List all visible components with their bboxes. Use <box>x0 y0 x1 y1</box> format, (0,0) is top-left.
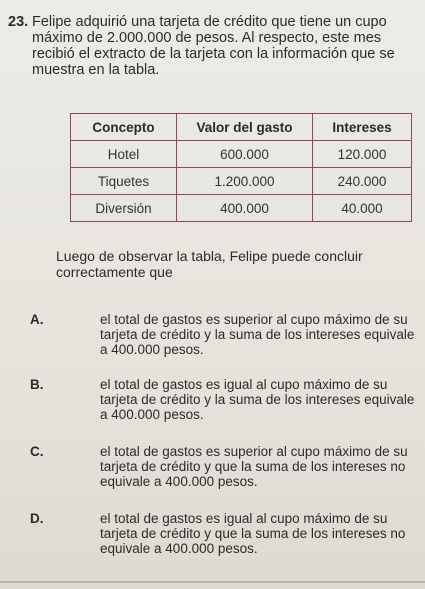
table-row <box>71 141 412 168</box>
option-b[interactable] <box>30 377 415 422</box>
option-text: el total de gastos es igual al cupo máximo de su tarjeta de crédito y la suma de los intereses equivale a 400.000 pesos. <box>100 377 415 422</box>
table-header-concepto: Concepto <box>71 114 177 141</box>
table-header-row <box>71 114 412 141</box>
table-cell: 40.000 <box>313 195 412 222</box>
table-cell: 240.000 <box>313 168 412 195</box>
table-cell: 120.000 <box>313 141 412 168</box>
option-letter: A. <box>30 312 44 327</box>
option-text: el total de gastos es superior al cupo máximo de su tarjeta de crédito y la suma de los intereses equivale a 400.000 pesos. <box>100 312 415 357</box>
option-text: el total de gastos es superior al cupo máximo de su tarjeta de crédito y que la suma de los intereses no equivale a 400.000 pesos. <box>100 444 408 489</box>
option-letter: C. <box>30 444 44 459</box>
table-header-valor: Valor del gasto <box>177 114 313 141</box>
table-cell: Tiquetes <box>71 168 177 195</box>
question <box>8 14 413 78</box>
table-row <box>71 195 412 222</box>
option-letter: D. <box>30 511 44 526</box>
question-lead: Luego de observar la tabla, Felipe puede concluir correctamente que <box>56 248 363 280</box>
expense-table <box>70 113 412 222</box>
option-letter: B. <box>30 377 44 392</box>
option-d[interactable] <box>30 511 415 556</box>
option-text: el total de gastos es igual al cupo máximo de su tarjeta de crédito y que la suma de los intereses no equivale a 400.000 pesos. <box>100 511 406 556</box>
question-number: 23. <box>8 14 29 30</box>
question-text: Felipe adquirió una tarjeta de crédito que tiene un cupo máximo de 2.000.000 de pesos. Al respecto, este mes recibió el extracto de la tarjeta con la información que se muestra en la tabla. <box>32 14 395 78</box>
table-row <box>71 168 412 195</box>
table-cell: 600.000 <box>177 141 313 168</box>
option-a[interactable] <box>30 312 415 357</box>
page-bottom-rule <box>0 581 425 583</box>
table-cell: Diversión <box>71 195 177 222</box>
table-header-intereses: Intereses <box>313 114 412 141</box>
table-cell: Hotel <box>71 141 177 168</box>
table-cell: 400.000 <box>177 195 313 222</box>
table-cell: 1.200.000 <box>177 168 313 195</box>
option-c[interactable] <box>30 444 415 489</box>
